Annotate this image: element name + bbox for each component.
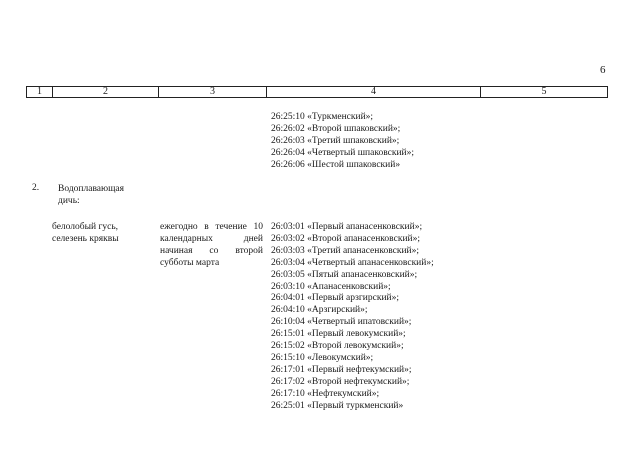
list-item: 26:03:05 «Пятый апанасенковский»; (271, 269, 418, 280)
list-item: 26:15:02 «Второй левокумский»; (271, 341, 404, 352)
header-col-5: 5 (541, 86, 547, 97)
list-item: 26:17:02 «Второй нефтекумский»; (271, 376, 410, 387)
top-areas-list (271, 112, 414, 172)
header-col-3: 3 (159, 87, 267, 97)
list-item: 26:25:01 «Первый туркменский» (271, 400, 404, 411)
list-item: 26:15:10 «Левокумский»; (271, 352, 374, 363)
list-item: 26:03:02 «Второй апанасенковский»; (271, 233, 421, 244)
row-number: 2. (32, 183, 40, 193)
list-item: 26:10:04 «Четвертый ипатовский»; (271, 317, 412, 328)
species-cell: белолобый гусь, селезень кряквы (52, 222, 119, 244)
row-title: Водоплавающая дичь: (58, 184, 125, 206)
list-item: 26:04:10 «Арзгирский»; (271, 305, 368, 316)
page-number: 6 (600, 64, 606, 76)
list-item: 26:03:01 «Первый апанасенковский»; (271, 222, 423, 232)
list-item: 26:03:03 «Третий апанасенковский»; (271, 245, 420, 256)
list-item: 26:26:03 «Третий шпаковский»; (271, 135, 400, 146)
areas-list (271, 222, 434, 413)
header-col-4: 4 (267, 87, 481, 97)
table-header-row (26, 86, 608, 98)
list-item: 26:17:01 «Первый нефтекумский»; (271, 364, 412, 375)
list-item: 26:26:02 «Второй шпаковский»; (271, 123, 401, 134)
list-item: 26:25:10 «Туркменский»; (271, 112, 374, 122)
list-item: 26:17:10 «Нефтекумский»; (271, 388, 380, 399)
list-item: 26:03:04 «Четвертый апанасенковский»; (271, 257, 434, 268)
header-col-2: 2 (53, 87, 159, 97)
list-item: 26:26:04 «Четвертый шпаковский»; (271, 147, 415, 158)
list-item: 26:04:01 «Первый арзгирский»; (271, 293, 400, 304)
list-item: 26:15:01 «Первый левокумский»; (271, 329, 406, 340)
header-col-1: 1 (27, 87, 53, 97)
period-cell: ежегодно в течение 10 календарных дней начиная со второй субботы марта (160, 222, 263, 268)
list-item: 26:26:06 «Шестой шпаковский» (271, 159, 401, 170)
list-item: 26:03:10 «Апанасенковский»; (271, 281, 391, 292)
